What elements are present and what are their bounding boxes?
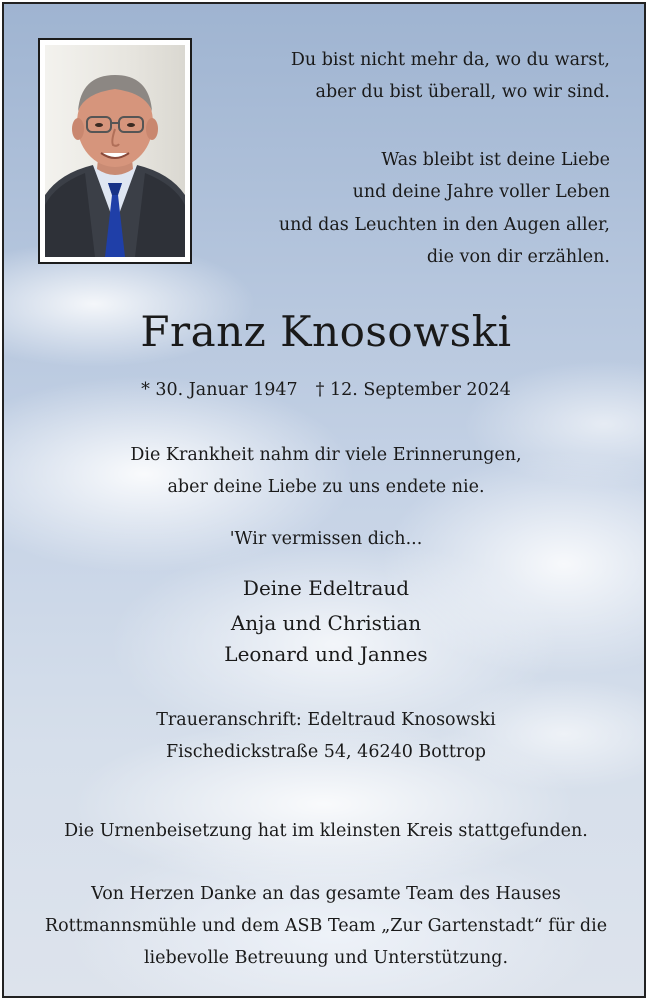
life-dates bbox=[4, 374, 646, 406]
poem-line-5: und das Leuchten in den Augen aller, bbox=[278, 215, 610, 235]
portrait-frame bbox=[38, 38, 192, 264]
thanks-line-1: Von Herzen Danke an das gesamte Team des Hauses bbox=[91, 884, 561, 904]
message-line-1: Die Krankheit nahm dir viele Erinnerungen, bbox=[130, 445, 522, 465]
poem-line-1: Du bist nicht mehr da, wo du warst, bbox=[290, 50, 610, 70]
birth-date: * 30. Januar 1947 bbox=[141, 380, 298, 400]
burial-notice: Die Urnenbeisetzung hat im kleinsten Kreis stattgefunden. bbox=[64, 821, 588, 841]
portrait-illustration bbox=[45, 45, 185, 257]
death-date: † 12. September 2024 bbox=[315, 380, 511, 400]
thanks-line-2: Rottmannsmühle und dem ASB Team „Zur Gartenstadt“ für die bbox=[44, 916, 608, 936]
obituary-card bbox=[2, 2, 646, 998]
poem-line-2: aber du bist überall, wo wir sind. bbox=[315, 82, 610, 102]
portrait-photo bbox=[45, 45, 185, 257]
poem-line-3: Was bleibt ist deine Liebe bbox=[381, 150, 610, 170]
poem-line-4: und deine Jahre voller Leben bbox=[352, 182, 610, 202]
message-line-2: aber deine Liebe zu uns endete nie. bbox=[167, 477, 485, 497]
thanks-line-3: liebevolle Betreuung und Unterstützung. bbox=[143, 948, 509, 968]
poem-line-6: die von dir erzählen. bbox=[426, 247, 610, 267]
family-line-2: Anja und Christian bbox=[230, 611, 422, 635]
deceased-name: Franz Knosowski bbox=[140, 307, 512, 356]
message-line-3: 'Wir vermissen dich... bbox=[229, 529, 423, 549]
address-line-1: Traueranschrift: Edeltraud Knosowski bbox=[156, 710, 496, 730]
address-line-2: Fischedickstraße 54, 46240 Bottrop bbox=[166, 742, 486, 762]
family-line-3: Leonard und Jannes bbox=[224, 642, 428, 666]
family-line-1: Deine Edeltraud bbox=[242, 576, 410, 600]
